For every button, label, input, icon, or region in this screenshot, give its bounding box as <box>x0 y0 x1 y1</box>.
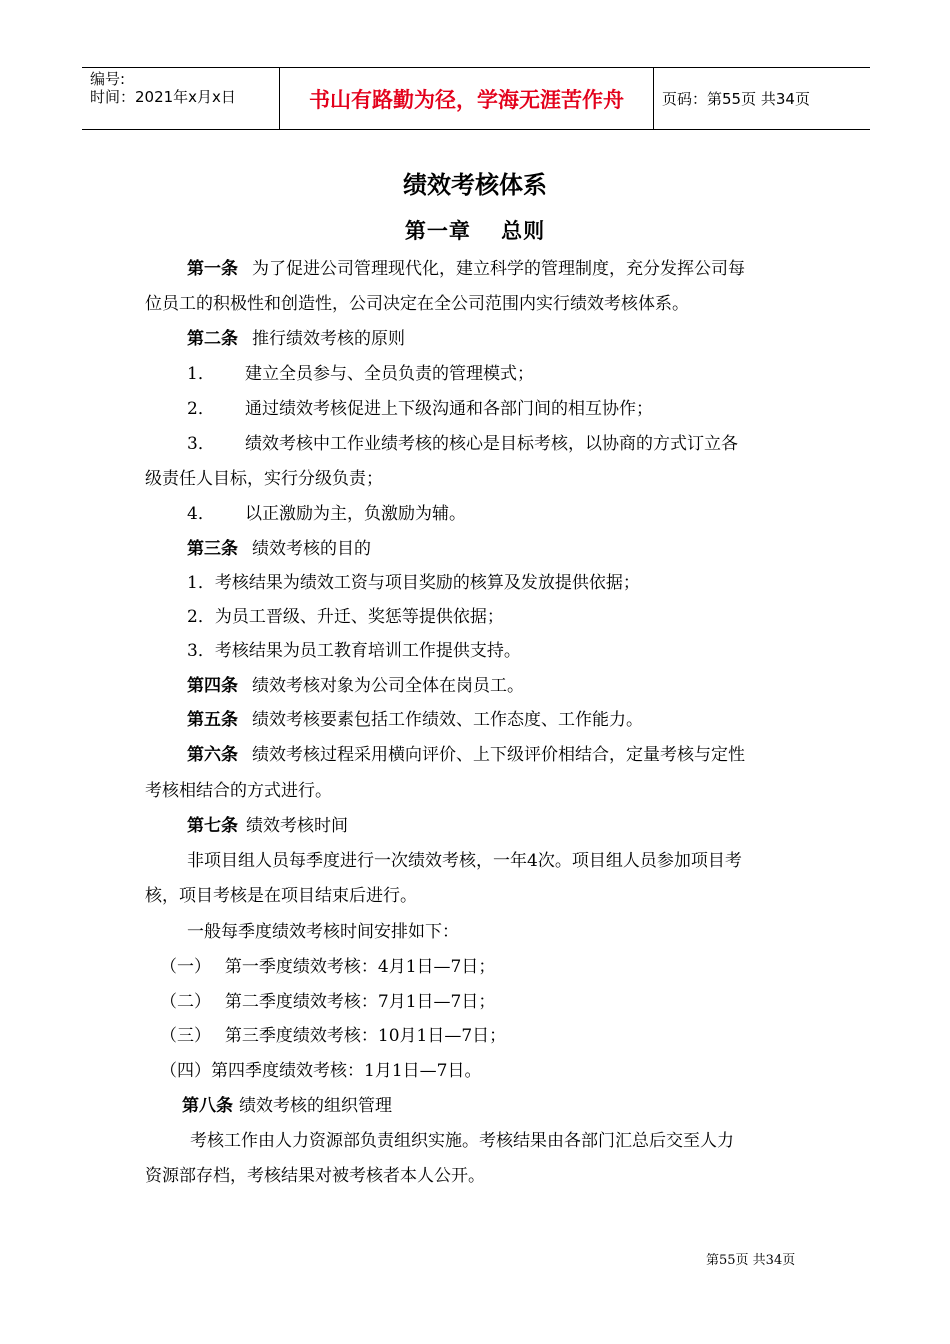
article-text: 绩效考核的目的 <box>252 539 371 559</box>
paragraph-cont: 资源部存档，考核结果对被考核者本人公开。 <box>145 1166 485 1186</box>
list-item <box>187 503 466 525</box>
article-3 <box>187 538 371 560</box>
article-label: 第七条 <box>187 816 238 836</box>
article-text: 绩效考核的组织管理 <box>239 1096 392 1116</box>
article-label: 第一条 <box>187 259 238 279</box>
article-label: 第三条 <box>187 539 238 559</box>
list-item <box>187 398 653 420</box>
list-item: 1．考核结果为绩效工资与项目奖励的核算及发放提供依据； <box>187 573 640 593</box>
article-text: 绩效考核要素包括工作绩效、工作态度、工作能力。 <box>252 710 643 730</box>
article-text: 绩效考核时间 <box>246 816 348 836</box>
article-label: 第八条 <box>182 1096 233 1116</box>
document-title: 绩效考核体系 <box>403 171 547 199</box>
schedule-item: （四）第四季度绩效考核：1月1日—7日。 <box>160 1061 482 1081</box>
article-text: 为了促进公司管理现代化，建立科学的管理制度，充分发挥公司每 <box>252 259 745 279</box>
list-item: 2．为员工晋级、升迁、奖惩等提供依据； <box>187 607 504 627</box>
article-text: 绩效考核对象为公司全体在岗员工。 <box>252 676 524 696</box>
article-5 <box>187 709 643 731</box>
paragraph-cont: 核，项目考核是在项目结束后进行。 <box>145 886 417 906</box>
paragraph: 一般每季度绩效考核时间安排如下： <box>187 922 459 942</box>
paragraph: 非项目组人员每季度进行一次绩效考核，一年4次。项目组人员参加项目考 <box>187 851 742 871</box>
article-4 <box>187 675 524 697</box>
number-label: 编号: <box>90 70 126 88</box>
schedule-item: （三） 第三季度绩效考核：10月1日—7日； <box>160 1026 507 1046</box>
header-motto: 书山有路勤为径，学海无涯苦作舟 <box>280 68 654 129</box>
schedule-item: （一） 第一季度绩效考核：4月1日—7日； <box>160 957 496 977</box>
article-label: 第六条 <box>187 745 238 765</box>
list-item <box>187 433 738 455</box>
list-text: 以正激励为主，负激励为辅。 <box>245 504 466 524</box>
article-6 <box>187 744 745 766</box>
header-meta-cell <box>82 68 280 129</box>
article-label: 第五条 <box>187 710 238 730</box>
list-text: 通过绩效考核促进上下级沟通和各部门间的相互协作； <box>245 399 653 419</box>
article-7 <box>187 815 348 837</box>
article-2 <box>187 328 405 350</box>
list-item: 3．考核结果为员工教育培训工作提供支持。 <box>187 641 521 661</box>
article-label: 第二条 <box>187 329 238 349</box>
list-item-cont: 级责任人目标，实行分级负责； <box>145 469 383 489</box>
article-1-cont: 位员工的积极性和创造性，公司决定在全公司范围内实行绩效考核体系。 <box>145 294 689 314</box>
list-number: 1． <box>187 364 215 384</box>
list-item <box>187 363 534 385</box>
paragraph: 考核工作由人力资源部负责组织实施。考核结果由各部门汇总后交至人力 <box>190 1131 734 1151</box>
article-label: 第四条 <box>187 676 238 696</box>
list-number: 2． <box>187 399 215 419</box>
list-text: 建立全员参与、全员负责的管理模式； <box>245 364 534 384</box>
article-6-cont: 考核相结合的方式进行。 <box>145 781 332 801</box>
page-footer: 第55页 共34页 <box>706 1253 796 1268</box>
header-table <box>82 67 870 130</box>
article-text: 绩效考核过程采用横向评价、上下级评价相结合，定量考核与定性 <box>252 745 745 765</box>
list-number: 3． <box>187 434 215 454</box>
chapter-heading: 第一章 总则 <box>404 219 546 243</box>
list-text: 绩效考核中工作业绩考核的核心是目标考核，以协商的方式订立各 <box>245 434 738 454</box>
list-number: 4． <box>187 504 215 524</box>
header-page-info: 页码：第55页 共34页 <box>662 90 810 108</box>
article-8 <box>182 1095 392 1117</box>
article-1 <box>187 258 745 280</box>
schedule-item: （二） 第二季度绩效考核：7月1日—7日； <box>160 992 496 1012</box>
article-text: 推行绩效考核的原则 <box>252 329 405 349</box>
time-label: 时间：2021年x月x日 <box>90 88 236 106</box>
